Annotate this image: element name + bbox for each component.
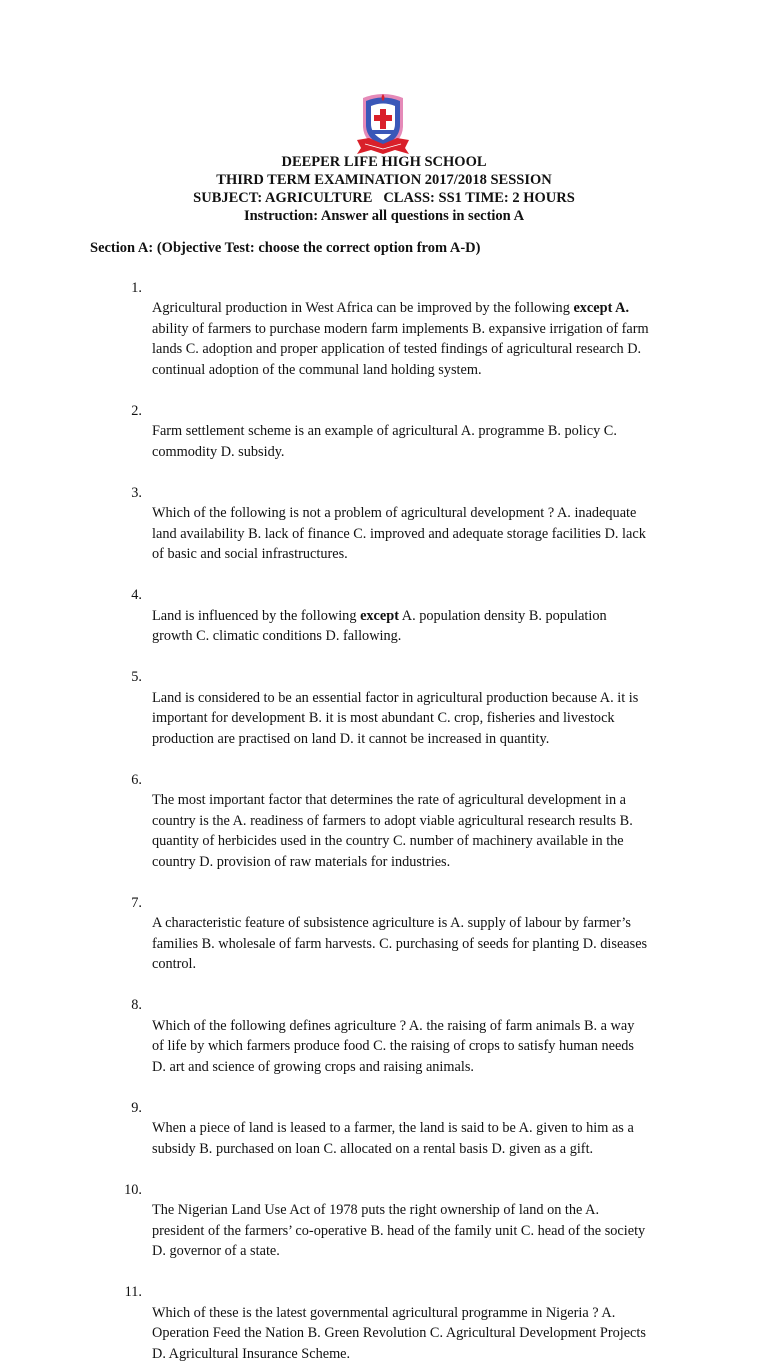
question-text-part: Which of these is the latest governmental agricultural programme in Nigeria ? A. Operation Feed the Nation B. Green Revolution C. Agricultural Development Projects D. Agricultural Insurance Scheme. (152, 1305, 646, 1362)
question-text (152, 505, 646, 562)
question-number: 10. (90, 1180, 142, 1201)
question-text (152, 690, 638, 747)
question-text-part: Farm settlement scheme is an example of agricultural A. programme B. policy C. commodity D. subsidy. (152, 423, 617, 460)
question-text (152, 1305, 646, 1362)
question-number: 7. (90, 893, 142, 914)
question-text-part: Agricultural production in West Africa can be improved by the following (152, 300, 573, 316)
question-text (152, 1202, 645, 1259)
question-item (90, 1159, 680, 1262)
question-text-part: Which of the following defines agriculture ? A. the raising of farm animals B. a way of life by which farmers produce food C. the raising of crops to satisfy human needs D. art and science of growing crops and raising animals. (152, 1018, 634, 1075)
question-item (90, 1077, 680, 1159)
question-text-part: Land is considered to be an essential factor in agricultural production because A. it is important for development B. it is most abundant C. crop, fisheries and livestock production are practised on land D. it cannot be increased in quantity. (152, 690, 638, 747)
question-text (152, 915, 647, 972)
subject-line: SUBJECT: AGRICULTURE CLASS: SS1 TIME: 2 HOURS (0, 189, 768, 207)
question-item (90, 1262, 680, 1364)
question-item (90, 647, 680, 750)
question-number: 2. (90, 401, 142, 422)
question-text-part: When a piece of land is leased to a farmer, the land is said to be A. given to him as a subsidy B. purchased on loan C. allocated on a rental basis D. given as a gift. (152, 1120, 634, 1157)
question-text (152, 1120, 634, 1157)
exam-header (0, 153, 768, 225)
question-item (90, 565, 680, 647)
school-crest-icon (355, 92, 411, 156)
question-text-part: Which of the following is not a problem of agricultural development ? A. inadequate land availability B. lack of finance C. improved and adequate storage facilities D. lack of basic and social infrastructures. (152, 505, 646, 562)
section-a-title: Section A: (Objective Test: choose the correct option from A-D) (90, 239, 480, 257)
question-text-part: The Nigerian Land Use Act of 1978 puts the right ownership of land on the A. president of the farmers’ co-operative B. head of the family unit C. head of the society D. governor of a state. (152, 1202, 645, 1259)
question-item (90, 872, 680, 975)
question-text-part: The most important factor that determines the rate of agricultural development in a country is the A. readiness of farmers to adopt viable agricultural research results B. quantity of herbicides used in the country C. number of machinery available in the country D. provision of raw materials for industries. (152, 792, 633, 870)
question-item (90, 257, 680, 380)
question-item (90, 462, 680, 565)
question-number: 6. (90, 770, 142, 791)
question-text-part: A. population density B. population growth C. climatic conditions D. fallowing. (152, 608, 607, 645)
question-text (152, 1018, 634, 1075)
school-name: DEEPER LIFE HIGH SCHOOL (0, 153, 768, 171)
question-emphasis: except A. (573, 300, 629, 316)
instruction-line: Instruction: Answer all questions in section A (0, 207, 768, 225)
question-text-part: Land is influenced by the following (152, 608, 360, 624)
question-number: 8. (90, 995, 142, 1016)
question-item (90, 380, 680, 462)
question-number: 9. (90, 1098, 142, 1119)
question-emphasis: except (360, 608, 399, 624)
question-number: 1. (90, 278, 142, 299)
question-number: 5. (90, 667, 142, 688)
question-number: 11. (90, 1282, 142, 1303)
question-text (152, 300, 649, 378)
question-list (90, 257, 680, 1364)
question-text (152, 608, 607, 645)
exam-title: THIRD TERM EXAMINATION 2017/2018 SESSION (0, 171, 768, 189)
question-text-part: A characteristic feature of subsistence agriculture is A. supply of labour by farmer’s families B. wholesale of farm harvests. C. purchasing of seeds for planting D. diseases control. (152, 915, 647, 972)
question-item (90, 749, 680, 872)
question-text (152, 423, 617, 460)
question-number: 3. (90, 483, 142, 504)
question-text-part: ability of farmers to purchase modern farm implements B. expansive irrigation of farm lands C. adoption and proper application of tested findings of agricultural research D. continual adoption of the communal land holding system. (152, 321, 649, 378)
question-number: 4. (90, 585, 142, 606)
question-text (152, 792, 633, 870)
question-item (90, 975, 680, 1078)
